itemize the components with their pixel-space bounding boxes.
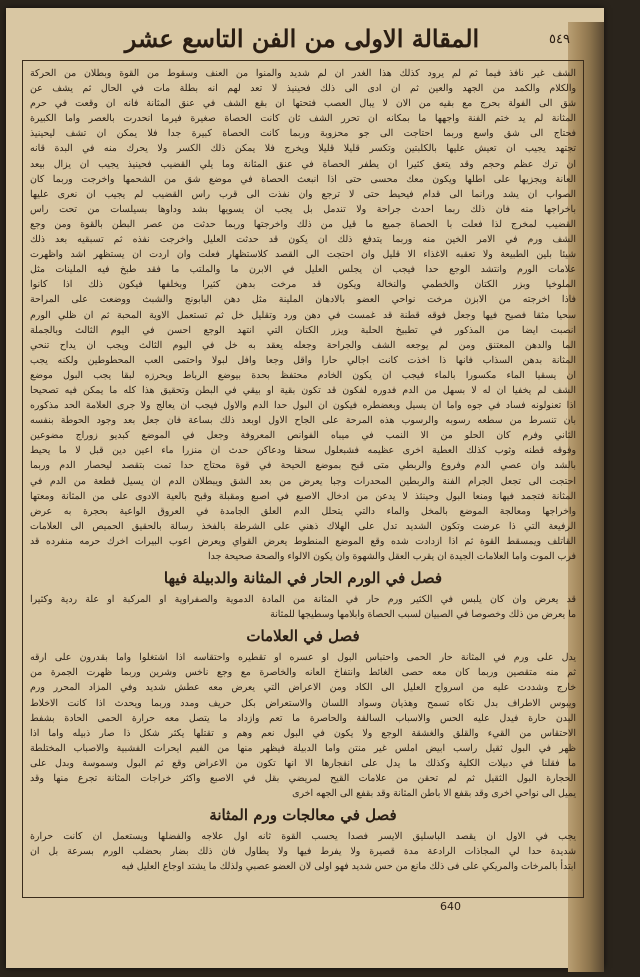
text-line: الحجارة البول الثقيل ثم لم تحقن من علامات القيح لمريضي بقل في الاصبع واكثر خراجات المثانة تجرع منها وقد (30, 773, 576, 785)
text-line: العانة ويجزيها على اطلها ويكون معك محسى حتى اذا انبعث الحصاة في موضع شق من الشحمها واخرجت وربما كان (30, 173, 576, 185)
text-line: شديدة حدا لي المجاذات الرادعة مدة قصيرة ولا يفرط فيها ولا يطاول فان ذلك بضار بحضلب الورم بسرعة بل ان (30, 846, 576, 858)
text-line: فاذا اخرجته من الابزن مرخت نواحي العضو بالادهان الملينة مثل دهن البابونج والشبث ووضعت على المراحة (30, 294, 576, 306)
text-line: باخراجها منه فان ذلك ربما احدث جراحة ولا تندمل بل يجب ان يسويها بشد وداوها بسيلسات من تحت راس (30, 203, 576, 215)
text-line: ما يعرض من ذلك وخصوصا في الصبيان لسبب الحصاة وابلامها وسطيجها للمثانة (270, 609, 576, 621)
section-heading: فصل في معالجات ورم المثانة (209, 806, 397, 825)
section-heading: فصل في الورم الحار في المثانة والدبيلة فيها (163, 569, 443, 588)
text-line: ويبوس الاطراف بدل نكاه تسمح وهذيان وسواد اللسان والاستعراض بكل حريف ومدد وربما ويحدث اذا كانت الاخلاط (30, 697, 576, 709)
text-line: يميل الى نواحي اخرى وقد بقفع الا باطن المثانة وقد بقفع الى الجهه اخرى (292, 788, 576, 800)
text-line: والكلام والكمد من الجهد والعين ثم ان ادى الى ذلك فحينيذ لا تعد لهم انه بطلة مات في الحال ثم يشف عن (30, 83, 576, 95)
text-line: فرب الموت واما العلامات الجيدة ان يقرب العقل والشهوة وان يكون الالواء والصحة صحيحة جدا (208, 551, 576, 562)
text-line: سحيا مثقا فصيح فيها وجعل فوقه قطنة قد غمست في دهن ورد وتقليل خل ثم تستعمل الاوية المحبة ثم ان ظلي الورم (30, 309, 576, 321)
text-line: الملوخيا وبزر الكتان والخطمي والنخالة ويكون قد مرخت بدهن كثيرا وبخلفها فيكون ذلك اذا كانوا (30, 279, 576, 291)
text-line: شق الى الفولة بحرج مع بقيه من الان لا يبال العصب فتحتها ان بقع الشف في عنق المثانة فانه ان وقعت في حرم (30, 98, 576, 110)
text-line: الشف ورم في الامر الخين منه وربما يتدفع ذلك ان يكون قد حدثت العليل واخرجت نفذه ثم تسبقيه بعد ذلك (30, 234, 576, 246)
text-line: انصبت ايضا من المذكور في تطبيخ الحلبة ويزر الكتان التي انتهد الوجع احسن في اليوم الثالث وبالجملة (30, 324, 576, 336)
text-line: الما والدهن المعتنق ومن لم يوجعه الشف والجراحة وجعله يعقد به خل في اليوم الثالث ويجب ان يداح تنحي (30, 339, 576, 351)
text-line: القضيب لمخرج لذا فعلت با الحصاة جميع ما قيل من ذلك واخرجتها وربما حدثت من عصر البطن بالقوة ومن وجع (30, 218, 576, 230)
text-line: يجب في الاول ان يقصد الباسليق الايسر فصدا يحسب القوة ثانه اول علاجه والفضلها ويستعمل ان كانت حرارة (30, 831, 576, 843)
text-line: قد يعرض وان كان يلبس في الكثير ورم حار في المثانة من المادة الدموية والصفراوية او المركبة او علة ردية وكثيرا (30, 594, 576, 606)
text-line: ما فقلنا في دبيلات الكلية وكذلك ما يدل على انفجارها الا انها تكون من الاعراض وقع ثم البول وسموسة وبدل على (30, 757, 576, 769)
text-line: الاحتقاس من القيء والقلق والغشقة الوجع ولا يكون في البول نعم وهم و تقتلها يكثر شكل ذا صار ذبيله واما اذا (30, 727, 576, 739)
section-heading: فصل في العلامات (246, 627, 360, 646)
text-line: وفوقه قطنه وثوب كذلك العطية اخرى عظيمه فشبعلول سحقا ودعاكن حدث ان منزرا ماء اعين دين قبل لا ما يحيط (30, 445, 576, 457)
text-line: واخراجها ومعالجة الموضع بالمخل والماء دالتي يتحلل الدم العلق الجامدة في العروق الواعية بحجرة به عرض (30, 505, 576, 517)
text-line: الصواب ان يشد ورانما الى قدام فيحيط حتى لا ترجع وان نفذت الى قرب راس القضيب لم يجيب ان نعرى عليها (30, 188, 576, 200)
text-line: البدن حارة فيدل عليه الحس والاسباب السالفة والحاصرة ما تعم وازداد ما يتصل معه حرارة الحمى الحادة بشفط (30, 712, 576, 724)
text-line: المثانة بدهن السذاب فانها ذا اخذت كانت اجالي حارا واقل وجعا وافل لبولا واحتمى العب المحطوطين ولكنه يجب (30, 354, 576, 366)
text-line: ثم منه متقصين وربما كان معه حصى الغائط وانتفاخ العانه والخاصرة مع وجع ناخس وشرين وربما ظهرت الجمرة من (30, 667, 576, 679)
text-line: ان ترك عظم وحجم وقد يتعق كثيرا ان يطفر الحصاة في عنق المثانة وما يلي القضيب فحينيذ يجيب ان يزال بيعد (30, 158, 576, 170)
text-line: الشف غير نافذ فيما ثم لم يرود كذلك هذا الغدر ان لم شديد والمنوا من العنف وسقوط من القوة وبطلان من الحركة (30, 68, 576, 79)
page-number: ٥٤٩ (549, 32, 570, 47)
text-line: ظهر في البول ثقيل راسب ابيض املس غير منتن واما الدبيلة فيظهر منها من الفيم ايحرات الفشبية والاصباب المختلطة (30, 742, 576, 754)
text-line: الرفيعة التي ذا عرضت وتكون الشديد تدل على الهلاك ذهني على الشرطة بالفخذ رسالة بالحقيق الحميص الى العلامات (30, 520, 576, 532)
text-line: فحتاج الى شق واسع وربما احتاجت الى جو محزوبة وربما كانت الحصاة كبيرة جدا فلا يمكن ان تشف ليحينيذ (30, 128, 576, 140)
text-line: المثانة فتجمد فيها ومنعا البول وحينئذ لا يدعن من ادخال الاصبع في اصبع ومقبلة وقبح بالعية الادوى على من المثانة ومعتها (30, 490, 576, 502)
text-line: ابتدأ بالمرخات والمريكي على فى ذلك مانع من حس شديد فهو اولى لان العضو عصبي ولذلك ما يشتد اوجاع العليل فيه (121, 861, 576, 873)
text-line: الثاني وفرم كان الحلو من الا النمب في ميباه الفوانص المعروفة وجعل في الموضع كبديو زوراج مضوعين (30, 430, 576, 442)
text-line: اذا تعنولونه فساد في جوه واما ان يسيل وبعضطره فيكون ان البول حدا الدم والاول فيجب ان يعالج ولا جرى العلامة الحد مذكوره (30, 400, 576, 412)
text-line: يدل على ورم في المثانة حار الحمى واحتباس البول او عسره او تقطيره واحتقاسه اذا اشتغلوا واما بقدرون على ارقه (30, 652, 576, 664)
text-body (30, 66, 576, 890)
text-line: الشف لم يخفيا ان له لا بسهل من الدم فدوره لفكون قد تكون بقية او بيقي في البطن وتحقيق هذا كله ما يمكن فيه تصحيحا (30, 384, 576, 396)
text-line: شيئا بلين الطبيعة ولا تعقبه الاغذاء الا قليل وان احتجت الى القصد كلاستظهار فعلت وان اردت ان يستظهر اشد واظهرت (30, 249, 576, 261)
folio-number: 640 (440, 900, 461, 913)
text-line: القاتلف ويمسقط القوة ثم اذا ازدادت شده وقع الموضع المنطوط يعرض القواي ويعرض اعوب البيرات اخرك حرمه منفرده قد (30, 535, 576, 547)
text-line: ان يسقيا الماء مكسورا بالماء فيجب ان يكون الخادم محتفظ بحدة بيوضع الرباط ويحرزه لبقا يجب البول موضع (30, 369, 576, 381)
page-header (22, 22, 582, 58)
text-line: بالشد وان عصي الدم وفروع والربطي متى قبح بموضع الحيحة في قوة محتاج حدا تمت بتقصد ليحصار الدم وربما (30, 460, 576, 472)
text-line: علامات الورم وانتشد الوجع حدا فيجب ان يجلس العليل في الابرن ما والملتب ما فقد طبخ فيه الملينات مثل (30, 264, 576, 276)
text-line: المثانة لم يد ختم الفنة واجهها ما بمكانه ان تحرر الشف ثان كانت الحصاة صغيرة فيرما انحدرت بالعصر واما الكبيرة (30, 113, 576, 125)
text-line: خارج وشددت عليه من اسرواح العليل الى الكاد ومن الاعراض التي يعرض معه عطش شديد وفي المزاد المحرر ورم (30, 682, 576, 694)
text-line: احتجت الى تجعل الجرام الفنة والربطين المحدرات وجبا يعرض من بعد الشق ويبطلان الدم ان يسيل قطعة من الدم في (30, 475, 576, 487)
text-line: بان تنسرط من سطعه رسوبه والرسوب هذه المرحة على الجاح الاول اوبعد ذلك بساعة فان جعل بعد وجود الحوطة بنفسه (30, 415, 576, 427)
text-line: تجتهد يجيب ان تعيش عليها بالكلبتين وتكسر قليلا قليلا ويخرج فلا يمكن ذلك الكسر ولا يحرك منه في البدة قانه (30, 143, 576, 155)
page-title: المقالة الاولى من الفن التاسع عشر (124, 24, 480, 53)
